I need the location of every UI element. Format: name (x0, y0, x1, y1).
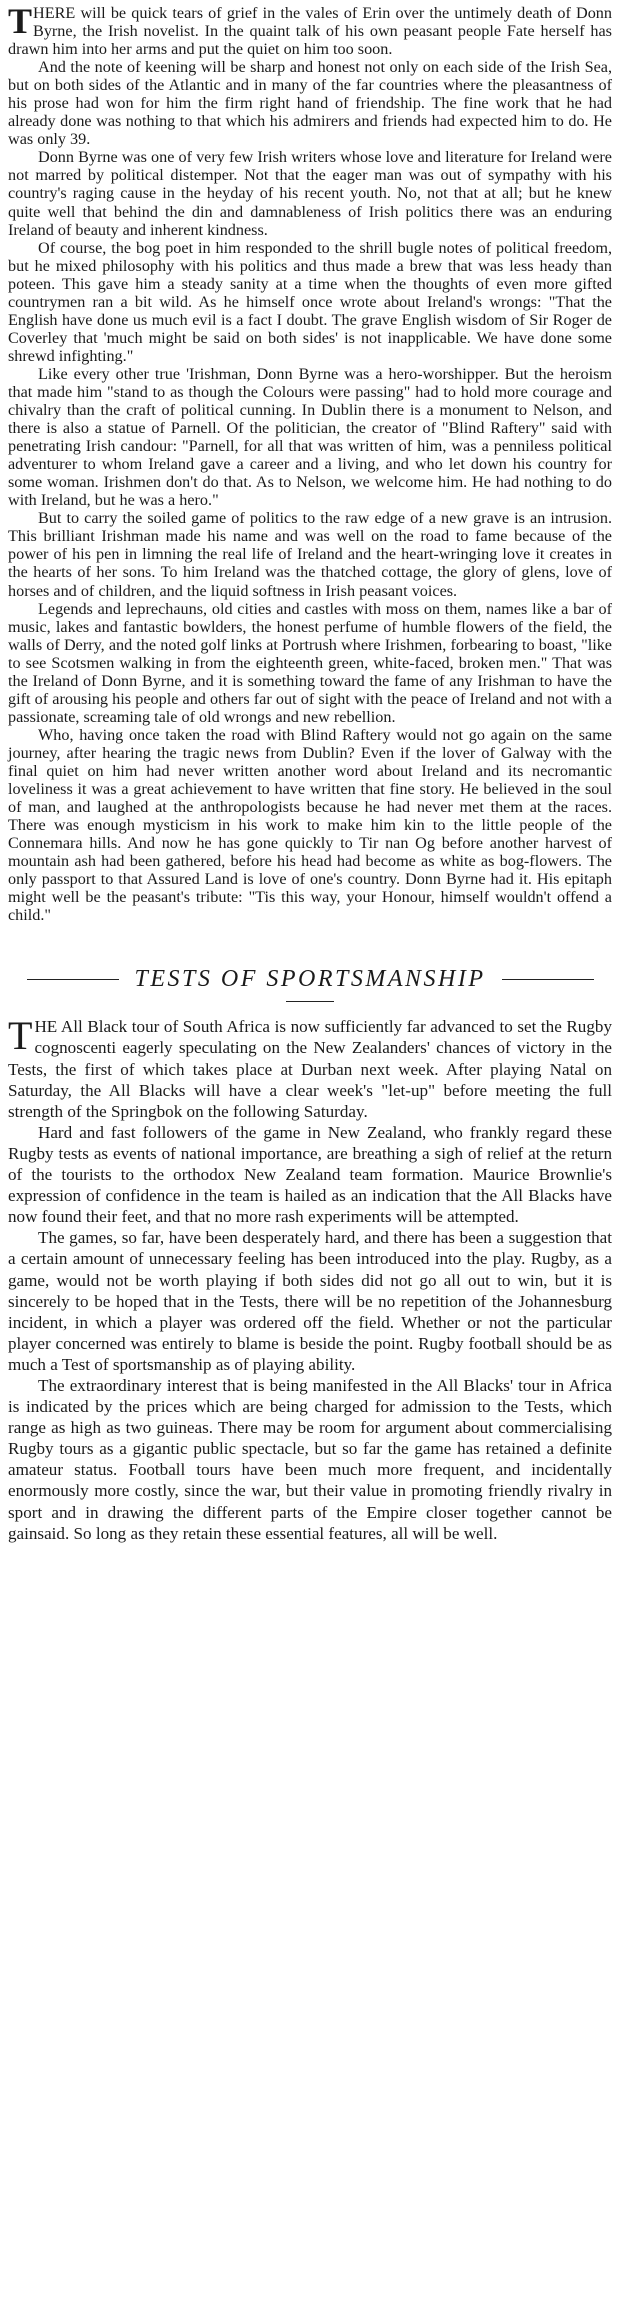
article1-paragraph-2: And the note of keening will be sharp and honest not only on each side of the Irish Sea, but on both sides of the Atlantic and in many of the far countries where the pleasantness of his prose had won for him the firm right hand of friendship. The fine work that he had already done was nothing to that which his admirers and friends had expected him to do. He was only 39. (8, 58, 612, 149)
headline-rule-right (502, 979, 594, 980)
article2-paragraph-1-text: HE All Black tour of South Africa is now sufficiently far advanced to set the Rugby cognoscenti eagerly speculating on the New Zealanders' chances of victory in the Tests, the first of which takes place at Durban next week. After playing Natal on Saturday, the All Blacks will have a clear week's "let-up" before meeting the full strength of the Springbok on the following Saturday. (8, 1017, 612, 1121)
article1-paragraph-3: Donn Byrne was one of very few Irish writers whose love and literature for Ireland were not marred by political distemper. Not that the eager man was out of sympathy with his country's raging cause in the heyday of his recent youth. No, not that at all; but he knew quite well that behind the din and damnableness of Irish politics there was an enduring Ireland of beauty and inherent kindness. (8, 148, 612, 239)
article1-paragraph-4: Of course, the bog poet in him responded to the shrill bugle notes of political freedom, but he mixed philosophy with his politics and thus made a brew that was less heady than poteen. This gave him a steady sanity at a time when the thoughts of even more gifted countrymen ran a bit wild. As he himself once wrote about Ireland's wrongs: "That the English have done us much evil is a fact I doubt. The grave English wisdom of Sir Roger de Coverley that 'much might be said on both sides' is not inapplicable. We have done some shrewd infighting." (8, 238, 612, 365)
article2-headline-block (8, 966, 612, 1002)
article1-paragraph-1 (8, 1, 612, 59)
article2-paragraph-4: The extraordinary interest that is being manifested in the All Blacks' tour in Africa is indicated by the prices which are being charged for admission to the Tests, which range as high as two guineas. There may be room for argument about commercialising Rugby tours as a gigantic public spectacle, but so far the game has retained a definite amateur status. Football tours have been much more frequent, and incidentally enormously more costly, since the war, but their value in promoting friendly rivalry in sport and in drawing the different parts of the Empire closer together cannot be gainsaid. So long as they retain these essential features, all will be well. (8, 1375, 612, 1543)
article1-dropcap: T (8, 1, 33, 41)
article2-headline: TESTS OF SPORTSMANSHIP (134, 966, 486, 993)
article1-paragraph-6: But to carry the soiled game of politics to the raw edge of a new grave is an intrusion. This brilliant Irishman made his name and was well on the road to fame because of the power of his pen in limning the real life of Ireland and the heart-wringing love it creates in the hearts of her sons. To him Ireland was the thatched cottage, the glory of glens, love of horses and of children, and the liquid softness in Irish peasant voices. (8, 509, 612, 600)
article1-paragraph-7: Legends and leprechauns, old cities and castles with moss on them, names like a bar of music, lakes and fantastic bowlders, the honest perfume of humble flowers of the field, the walls of Derry, and the noted golf links at Portrush where Irishmen, forbearing to boast, "like to see Scotsmen walking in from the eighteenth green, white-faced, broken men." That was the Ireland of Donn Byrne, and it is something toward the fame of any Irishman to have the gift of arousing his people and others far out of sight with the peace of Ireland and not with a passionate, screaming tale of old wrongs and new rebellion. (8, 599, 612, 726)
article1-paragraph-8: Who, having once taken the road with Blind Raftery would not go again on the same journey, after hearing the tragic news from Dublin? Even if the lover of Galway with the final quiet on him had never written another word about Ireland and its necromantic loveliness it was a great achievement to have written that fine story. He believed in the soul of man, and laughed at the anthropologists because he had never met them at the races. There was enough mysticism in his work to make him kin to the little people of the Connemara hills. And now he has gone quickly to Tir nan Og before another harvest of mountain ash had been gathered, before his head had become as white as bog-flowers. The only passport to that Assured Land is love of one's country. Donn Byrne had it. His epitaph might well be the peasant's tribute: "Tis this way, your Honour, himself wouldn't offend a child." (8, 725, 612, 925)
article2-dropcap: T (8, 1013, 33, 1059)
article1-paragraph-1-text: HERE will be quick tears of grief in the vales of Erin over the untimely death of Donn Byrne, the Irish novelist. In the quaint talk of his own peasant people Fate herself has drawn him into her arms and put the quiet on him too soon. (8, 4, 612, 59)
article2-paragraph-3: The games, so far, have been desperately hard, and there has been a suggestion that a certain amount of unnecessary feeling has been introduced into the play. Rugby, as a game, would not be worth playing if both sides did not go all out to win, but it is sincerely to be hoped that in the Tests, there will be no repetition of the Johannesburg incident, in which a player was ordered off the field. Whether or not the particular player concerned was entirely to blame is beside the point. Rugby football should be as much a Test of sportsmanship as of playing ability. (8, 1228, 612, 1374)
article2-paragraph-2: Hard and fast followers of the game in New Zealand, who frankly regard these Rugby tests as events of national importance, are breathing a sigh of relief at the return of the tourists to the orthodox New Zealand team formation. Maurice Brownlie's expression of confidence in the team is hailed as an indication that the All Blacks have now found their feet, and that no more rash experiments will be attempted. (8, 1122, 612, 1227)
article2-paragraph-1 (8, 1013, 612, 1121)
headline-rule-left (27, 979, 119, 980)
article1-paragraph-5: Like every other true 'Irishman, Donn Byrne was a hero-worshipper. But the heroism that made him "stand to as though the Colours were passing" had to hold more courage and chivalry than the craft of political cunning. In Dublin there is a monument to Nelson, and there is also a statue of Parnell. Of the politician, the creator of "Blind Raftery" said with penetrating Irish candour: "Parnell, for all that was written of him, was a penniless political adventurer to whom Ireland gave a career and a living, and who let down his country for some woman. Irishmen don't do that. As to Nelson, we welcome him. He had nothing to do with Ireland, but he was a hero." (8, 364, 612, 510)
donn-byrne-article (8, 1, 612, 925)
headline-underline-rule (286, 1001, 334, 1002)
sportsmanship-article (8, 1013, 612, 1543)
